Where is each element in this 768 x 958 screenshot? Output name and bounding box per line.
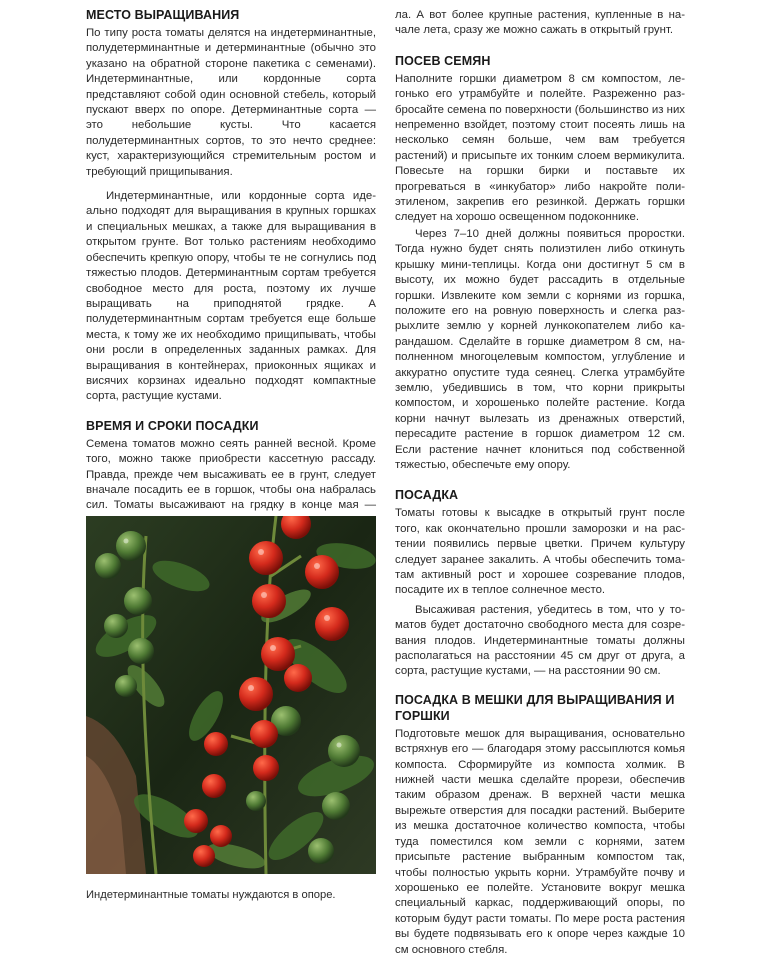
tomato-illustration (86, 516, 376, 874)
paragraph-sowing-time: Семена томатов можно сеять ранней весной. Кроме того, можно также приобрести кассетную рассаду. Правда, прежде чем высаживать ее в грунт, следует вначале посадить ее в горшок, чтобы она набралась сил. Томаты высаживают на грядку в конце мая — (86, 437, 376, 512)
heading-seed-sowing: ПОСЕВ СЕМЯН (395, 53, 491, 68)
paragraph-planting-distance: Высаживая растения, убедитесь в том, что у томатов будет достаточно свободного места для созревания плодов. Индетерминантные томаты должны располагаться на расстоянии 45 см друг от друга, а сорта, растущие кустами, — на расстоянии 90 см. (395, 603, 685, 678)
tomato-plant-photo (86, 516, 376, 874)
heading-growing-place: МЕСТО ВЫРАЩИВАНИЯ (86, 8, 240, 22)
photo-caption: Индетерминантные томаты нуждаются в опоре. (86, 889, 336, 901)
heading-planting-time: ВРЕМЯ И СРОКИ ПОСАДКИ (86, 418, 259, 433)
heading-bags-and-pots: ПОСАДКА В МЕШКИ ДЛЯ ВЫРАЩИВАНИЯ И ГОРШКИ (395, 692, 675, 723)
left-column (86, 0, 376, 529)
paragraph-continuation: ла. А вот более крупные растения, купленные в начале лета, сразу же можно сажать в открытый грунт. (395, 9, 685, 37)
paragraph-plant-types: По типу роста томаты делятся на индетерминантные, полудетерминантные и детерминантные (обычно это указано на обратной стороне пакетика с семенами). Индетерминантные, или кордонные сорта представляют собой один основной стебель, который пускают вверх по опоре. Детерминантные сорта — это небольшие кусты. Что касается полудетерминантных сортов, то это нечто среднее: куст, характеризующийся стремительным ростом и требующий прищипывания. (86, 27, 376, 178)
paragraph-planting-readiness: Томаты готовы к высадке в открытый грунт после того, как окончательно прошли заморозки и на растении появились первые цветки. Причем культуру следует заранее закалить. А чтобы обеспечить томатам активный рост и хорошее созревание плодов, посадите их в теплое солнечное место. (395, 507, 685, 597)
paragraph-cordon-varieties: Индетерминантные, или кордонные сорта идеально подходят для выращивания в крупных горшках и специальных мешках, а также для выращивания в открытом грунте. Вот только растениям необходимо обеспечить крепкую опору, чтобы те не согнулись под тяжестью плодов. Детерминантным сортам требуется свободное место для роста, поэтому их лучше выращивать на приподнятой грядке. А полудетерминантным сортам требуется еще больше места, к тому же их необходимо прищипывать, чтобы они росли в определенных заданных рамках. Для выращивания в контейнерах, приоконных ящиках и висячих корзинах идеально подходят компактные сорта, растущие кустами. (86, 190, 376, 403)
heading-planting: ПОСАДКА (395, 488, 459, 503)
paragraph-sowing-instructions: Наполните горшки диаметром 8 см компостом, легонько его утрамбуйте и полейте. Разреженно разбросайте семена по поверхности (большинство из них непременно взойдет, поэтому стоит посеять лишь на несколько семян больше, чем вам требуется растений) и присыпьте их тонким слоем вермикулита. Повесьте на горшки бирки и поставьте их прогреваться в «инкубатор» либо накройте полиэтиленом, закрепив его резинкой. Держать горшки следует на хорошо освещенном подоконнике. (395, 72, 685, 224)
right-column (395, 0, 685, 958)
paragraph-grow-bags: Подготовьте мешок для выращивания, основательно встряхнув его — благодаря этому рассыплются комья компоста. Сформируйте из компоста холмик. В нижней части мешка сделайте прорези, обеспечив таким образом дренаж. В верхней части мешка вырежьте отверстия для посадки растений. Выберите из мешка достаточное количество компоста, чтобы туда поместился ком земли с корнями, затем присыпьте растение выбранным компостом так, чтобы полностью укрыть корни. Утрамбуйте почву и хорошенько ее полейте. Установите вокруг мешка специальный каркас, поддерживающий опоры, по которым будут расти томаты. По мере роста растения вы будете подвязывать его к опоре через каждые 10 см основного стебля. (395, 727, 685, 956)
paragraph-seedlings: Через 7–10 дней должны появиться проростки. Тогда нужно будет снять полиэтилен либо откинуть крышку мини-теплицы. Когда они достигнут 5 см в высоту, их можно будет рассадить в отдельные горшки. Извлеките ком земли с корнями из горшка, положите его на ровную поверхность и слегка разрыхлите землю у корней лункокопателем либо карандашом. Сделайте в горшке диаметром 8 см, наполненном многоцелевым компостом, углубление и аккуратно опустите туда сеянец. Слегка утрамбуйте землю, убедившись в том, что корни прикрыты компостом, и хорошенько полейте растение. Когда корни начнут вылезать из дренажных отверстий, пересадите растение в горшок диаметром 12 см. Если растение начнет клониться под собственной тяжестью, обеспечьте ему опору. (395, 227, 685, 471)
